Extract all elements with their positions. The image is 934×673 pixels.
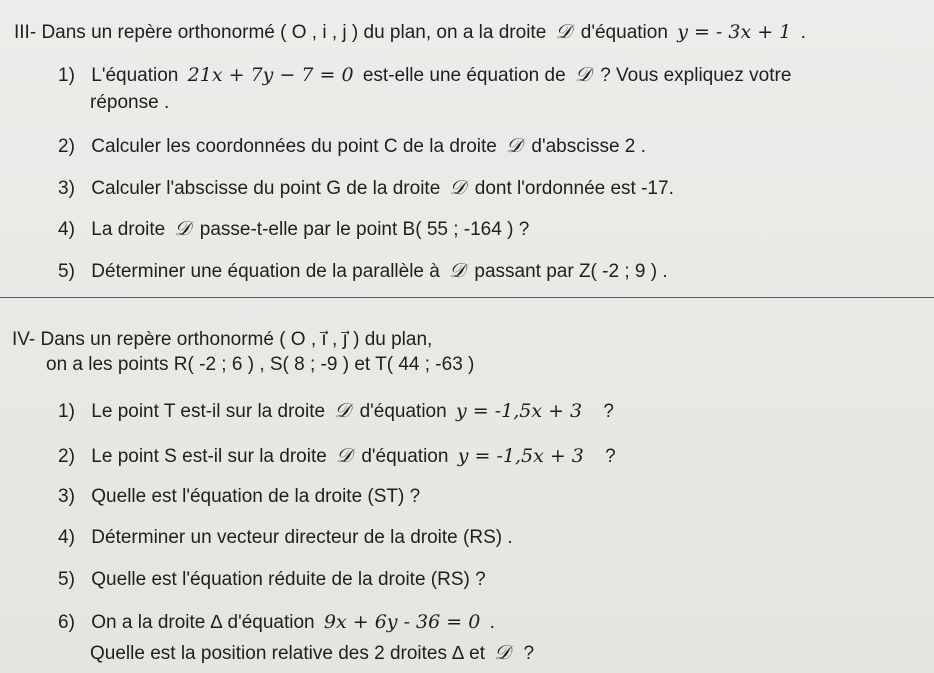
section-divider <box>0 297 934 298</box>
iv-q5-text: Quelle est l'équation réduite de la droite (RS) ? <box>91 569 486 590</box>
iv-q3-text: Quelle est l'équation de la droite (ST) ? <box>91 486 421 507</box>
question-number: 3) <box>58 486 75 507</box>
iv-q2-text-a: Le point S est-il sur la droite <box>91 446 327 467</box>
line-d-symbol: 𝒟 <box>336 443 353 467</box>
iii-q1-text-b: est-elle une équation de <box>362 65 566 86</box>
iii-q1-equation: 21x + 7y − 7 = 0 <box>187 64 354 86</box>
iii-question-5 <box>58 258 668 284</box>
question-number: 5) <box>58 569 75 590</box>
iv-q1-end: ? <box>603 401 614 422</box>
question-number: 4) <box>58 219 75 240</box>
iii-question-1 <box>58 62 791 88</box>
iv-question-6 <box>58 611 495 635</box>
line-d-symbol: 𝒟 <box>494 640 511 664</box>
line-d-symbol: 𝒟 <box>574 62 591 86</box>
iii-q3-text-b: dont l'ordonnée est -17. <box>474 178 674 199</box>
iv-q1-equation: y = -1,5x + 3 <box>455 400 583 422</box>
iv-question-5 <box>58 569 486 592</box>
iii-q4-text-b: passe-t-elle par le point B( 55 ; -164 ) ? <box>199 219 530 240</box>
iv-q4-text: Déterminer un vecteur directeur de la droite (RS) . <box>91 527 513 548</box>
iv-q6-text-a: On a la droite ∆ d'équation <box>91 612 315 633</box>
question-number: 2) <box>58 136 75 157</box>
question-number: 1) <box>58 65 75 86</box>
iv-q2-end: ? <box>605 446 616 467</box>
iv-q6-equation: 9x + 6y - 36 = 0 <box>323 611 481 633</box>
equation-d: y = - 3x + 1 <box>677 21 792 43</box>
section-iii-header <box>14 19 806 45</box>
iii-q1-text-c: ? Vous expliquez votre <box>600 65 792 86</box>
section-iii-intro: III- Dans un repère orthonormé ( O , i , j ) du plan, on a la droite <box>14 22 547 43</box>
iv-q2-equation: y = -1,5x + 3 <box>457 445 584 467</box>
iii-q2-text-a: Calculer les coordonnées du point C de la droite <box>91 136 497 157</box>
iii-question-2 <box>58 133 646 159</box>
iv-question-4 <box>58 527 513 550</box>
section-iv-points: on a les points R( -2 ; 6 ) , S( 8 ; -9 ) et T( 44 ; -63 ) <box>46 354 475 375</box>
question-number: 3) <box>58 178 75 199</box>
line-d-symbol: 𝒟 <box>174 216 191 240</box>
iv-q6-line2-end: ? <box>523 643 535 664</box>
iii-q5-text-a: Déterminer une équation de la parallèle à <box>91 261 440 282</box>
line-d-symbol: 𝒟 <box>449 258 466 282</box>
section-iii-end: . <box>800 22 806 43</box>
line-d-symbol: 𝒟 <box>506 133 523 157</box>
iii-q3-text-a: Calculer l'abscisse du point G de la droite <box>91 178 441 199</box>
question-number: 1) <box>58 401 75 422</box>
iv-q2-text-b: d'équation <box>361 446 449 467</box>
line-d-symbol: 𝒟 <box>334 398 351 422</box>
iv-question-1 <box>58 398 614 424</box>
iii-question-3 <box>58 175 674 201</box>
iii-q5-text-b: passant par Z( -2 ; 9 ) . <box>474 261 668 282</box>
section-iii-mid: d'équation <box>580 22 668 43</box>
iii-q1-text-a: L'équation <box>91 65 179 86</box>
line-d-symbol: 𝒟 <box>555 19 572 43</box>
iii-question-1-line2: réponse . <box>90 92 170 113</box>
section-iv-header: IV- Dans un repère orthonormé ( O , ı⃗ , ȷ⃗ ) du plan, <box>12 329 433 350</box>
iv-question-2 <box>58 443 616 469</box>
question-number: 5) <box>58 261 75 282</box>
iv-q6-end: . <box>489 612 495 633</box>
question-number: 4) <box>58 527 75 548</box>
iv-q1-text-a: Le point T est-il sur la droite <box>91 401 326 422</box>
iv-q6-line2-text: Quelle est la position relative des 2 droites ∆ et <box>90 643 486 664</box>
question-number: 6) <box>58 612 75 633</box>
line-d-symbol: 𝒟 <box>449 175 466 199</box>
iv-q1-text-b: d'équation <box>359 401 447 422</box>
iii-q2-text-b: d'abscisse 2 . <box>531 136 646 157</box>
question-number: 2) <box>58 446 75 467</box>
iv-question-6-line2 <box>90 640 534 666</box>
iii-q4-text-a: La droite <box>91 219 166 240</box>
iii-question-4 <box>58 216 529 242</box>
iv-question-3 <box>58 486 420 509</box>
